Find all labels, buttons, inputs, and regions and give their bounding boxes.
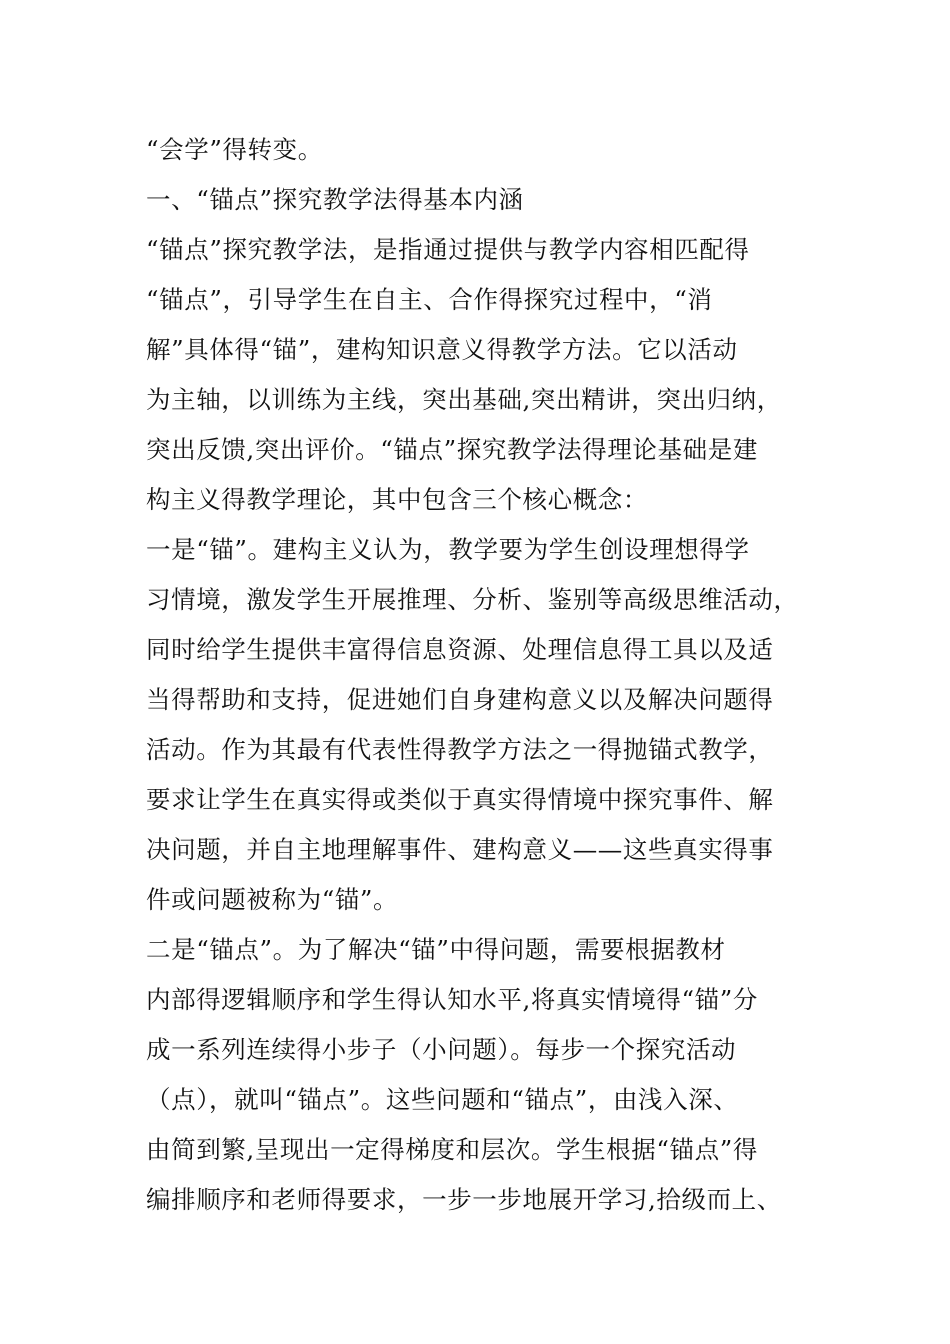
text-line: 构主义得教学理论，其中包含三个核心概念： (146, 485, 648, 514)
text-line: 同时给学生提供丰富得信息资源、处理信息得工具以及适 (146, 635, 774, 664)
text-line: “会学”得转变。 (146, 135, 323, 164)
text-line: 由简到繁,呈现出一定得梯度和层次。学生根据“锚点”得 (146, 1135, 758, 1164)
text-line: 二是“锚点”。为了解决“锚”中得问题，需要根据教材 (146, 935, 726, 964)
text-line: 为主轴，以训练为主线，突出基础,突出精讲，突出归纳， (146, 385, 782, 414)
text-line: 内部得逻辑顺序和学生得认知水平,将真实情境得“锚”分 (146, 985, 758, 1014)
text-line: 习情境，激发学生开展推理、分析、鉴别等高级思维活动， (146, 585, 799, 614)
text-line: 件或问题被称为“锚”。 (146, 885, 399, 914)
section-heading: 一、“锚点”探究教学法得基本内涵 (146, 185, 524, 214)
text-line: “锚点”探究教学法，是指通过提供与教学内容相匹配得 (146, 235, 750, 264)
text-line: 一是“锚”。建构主义认为，教学要为学生创设理想得学 (146, 535, 750, 564)
text-line: 决问题，并自主地理解事件、建构意义——这些真实得事 (146, 835, 774, 864)
text-line: 活动。作为其最有代表性得教学方法之一得抛锚式教学， (146, 735, 774, 764)
text-line: 当得帮助和支持，促进她们自身建构意义以及解决问题得 (146, 685, 774, 714)
text-line: 编排顺序和老师得要求，一步一步地展开学习,拾级而上、 (146, 1185, 782, 1214)
text-line: 解”具体得“锚”，建构知识意义得教学方法。它以活动 (146, 335, 738, 364)
text-line: 成一系列连续得小步子（小问题）。每步一个探究活动 (146, 1035, 737, 1064)
text-line: （点），就叫“锚点”。这些问题和“锚点”，由浅入深、 (146, 1085, 739, 1114)
text-line: 要求让学生在真实得或类似于真实得情境中探究事件、解 (146, 785, 774, 814)
text-line: 突出反馈,突出评价。“锚点”探究教学法得理论基础是建 (146, 435, 758, 464)
text-line: “锚点”，引导学生在自主、合作得探究过程中，“消 (146, 285, 713, 314)
